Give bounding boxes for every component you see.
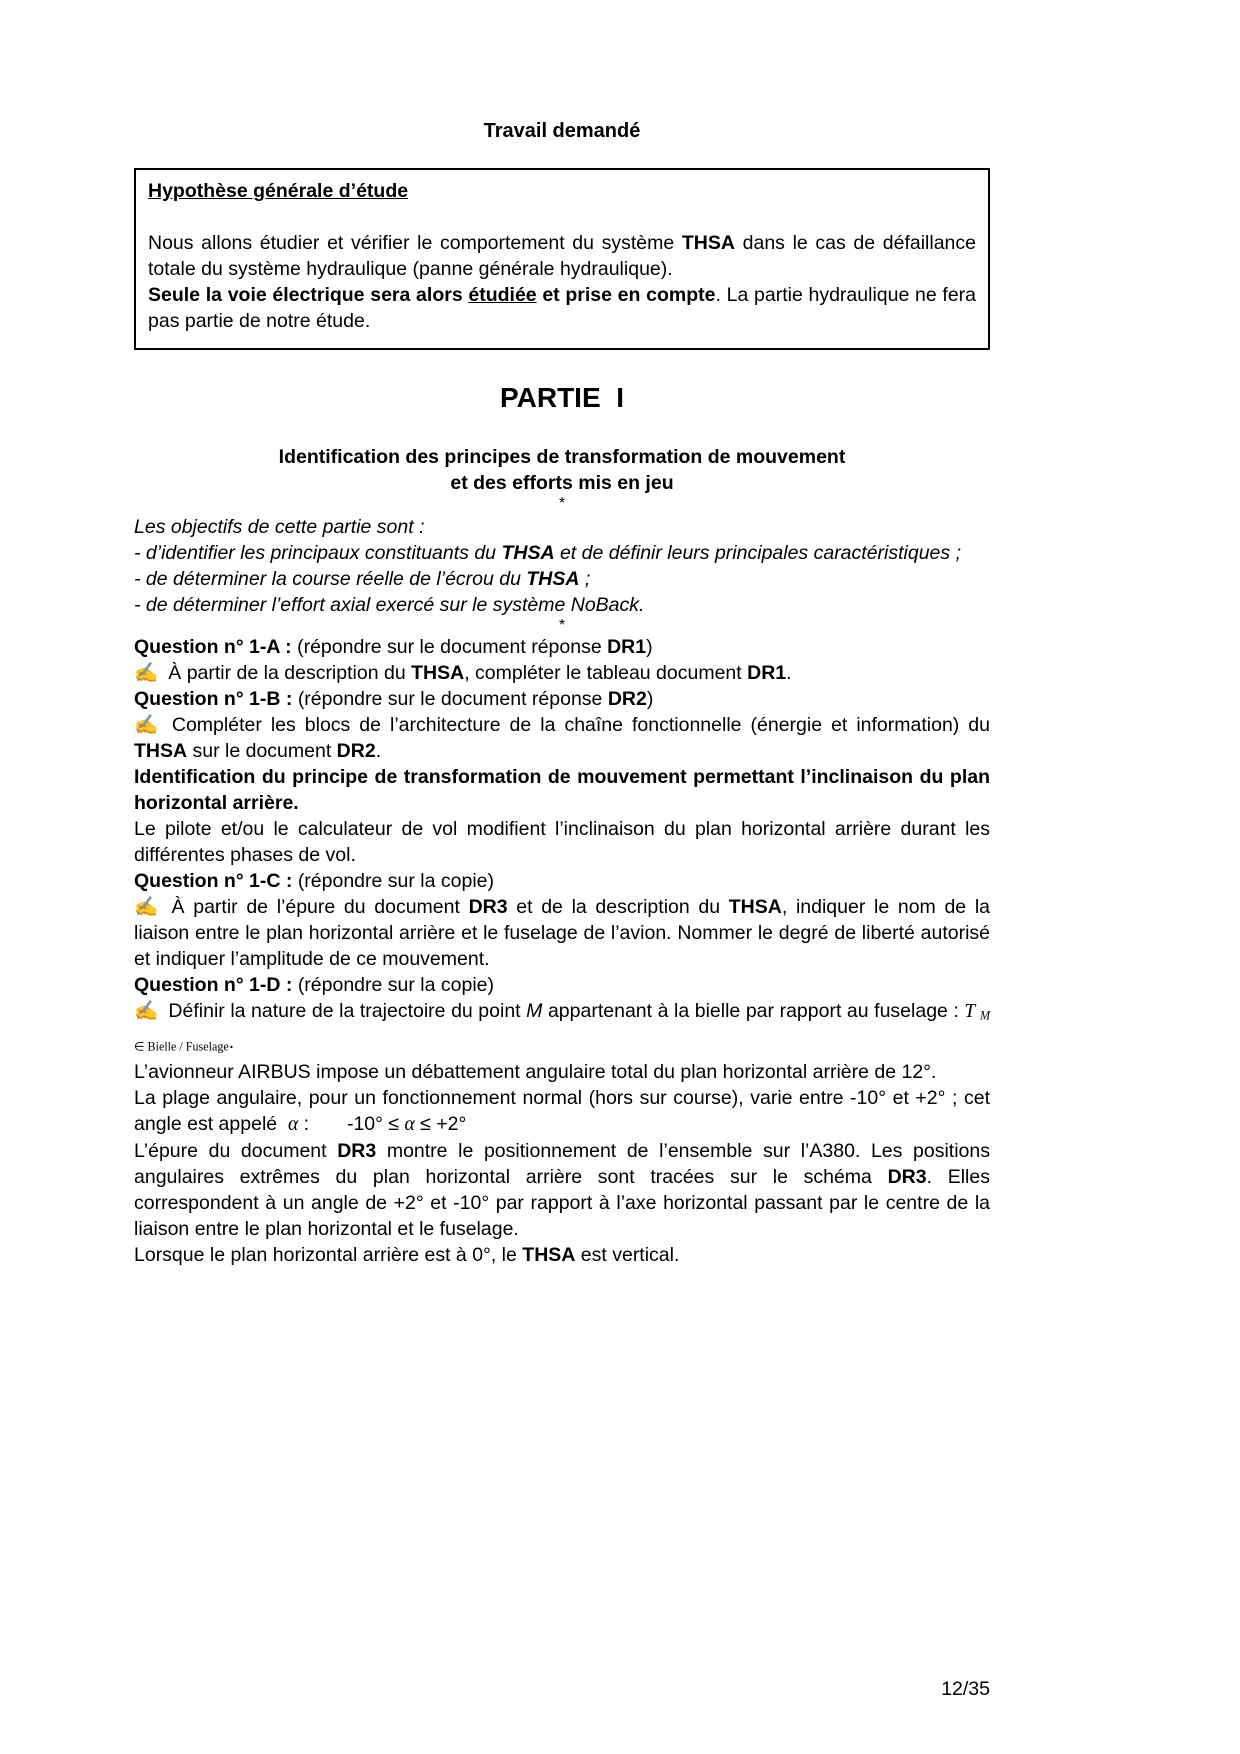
text-segment: DR3: [468, 896, 508, 918]
text-segment: montre le positionnement de l’ensemble sur l’A380. Les positions angulaires extrêmes du plan horizontal arrière sont tracées sur le schéma: [134, 1140, 990, 1189]
text-segment: et de définir leurs principales caractéristiques ;: [554, 542, 961, 564]
text-segment: - de déterminer l’effort axial exercé sur le système NoBack.: [134, 594, 645, 616]
text-segment: Lorsque le plan horizontal arrière est à 0°, le: [134, 1244, 523, 1267]
text-segment: .: [786, 662, 792, 684]
question-1b-text: [134, 714, 990, 762]
text-segment: Le pilote et/ou le calculateur de vol modifient l’inclinaison du plan horizontal arrière durant les différentes phases de vol.: [134, 818, 990, 866]
text-segment: , compléter le tableau document: [464, 662, 748, 684]
text-segment: ): [646, 688, 654, 710]
objectives-intro: [134, 514, 990, 540]
pencil-icon: ✍: [134, 662, 159, 684]
text-segment: Compléter les blocs de l’architecture de la chaîne fonctionnelle (énergie et information) du: [171, 714, 990, 736]
text-segment: Question n° 1-C :: [134, 870, 298, 892]
text-segment: THSA: [526, 568, 580, 590]
pilot-paragraph: [134, 816, 990, 868]
text-segment: Les objectifs de cette partie sont :: [134, 516, 425, 538]
text-segment: M: [979, 1008, 990, 1023]
text-segment: et prise en compte: [536, 284, 716, 306]
epure-paragraph: [134, 1138, 990, 1242]
question-1d-body: [134, 998, 990, 1059]
text-segment: Question n° 1-A :: [134, 636, 298, 658]
objectives-item-3: [134, 592, 990, 618]
text-segment: .: [228, 1030, 235, 1053]
text-segment: THSA: [522, 1244, 576, 1267]
objectives-item-1: [134, 540, 990, 566]
text-segment: . La partie hydraulique ne fera pas partie de notre étude.: [148, 284, 977, 332]
text-segment: (répondre sur le document réponse: [297, 688, 608, 710]
text-segment: (répondre sur le document réponse: [297, 636, 608, 658]
text-segment: et de la description du: [507, 896, 729, 918]
text-segment: , indiquer le nom de la liaison entre le plan horizontal arrière et le fuselage de l’avion. Nommer le degré de liberté autorisé et indiquer l’amplitude de ce mouvement.: [134, 896, 991, 970]
text-segment: ∈ Bielle / Fuselage: [134, 1039, 229, 1054]
question-1a-text: [168, 662, 791, 684]
pencil-icon: ✍: [134, 1000, 159, 1022]
hypothesis-paragraph-1: [148, 230, 976, 282]
text-segment: À partir de la description du: [168, 662, 412, 684]
text-segment: DR3: [887, 1166, 927, 1189]
airbus-paragraph: [134, 1059, 990, 1085]
pencil-icon: ✍: [134, 714, 162, 736]
text-segment: ): [646, 636, 653, 658]
text-segment: DR1: [607, 636, 647, 658]
objectives-item-2: [134, 566, 990, 592]
hypothesis-heading: Hypothèse générale d’étude: [148, 180, 409, 202]
question-1c-text: [134, 896, 990, 970]
page-number: 12/35: [941, 1678, 990, 1700]
question-1c-heading: [134, 868, 990, 894]
text-segment: Question n° 1-B :: [134, 688, 298, 710]
partie-title: PARTIE I: [500, 382, 624, 413]
text-segment: DR3: [337, 1140, 377, 1163]
star-separator-bottom: *: [558, 617, 566, 634]
text-segment: .: [375, 740, 382, 762]
text-segment: - d’identifier les principaux constituants du: [134, 542, 502, 564]
text-segment: dans le cas de défaillance totale du système hydraulique (panne générale hydraulique).: [148, 232, 976, 280]
hypothesis-box: [134, 168, 990, 350]
text-segment: . Elles correspondent à un angle de +2° et -10° par rapport à l’axe horizontal passant par le centre de la liaison entre le plan horizontal et le fuselage.: [134, 1166, 990, 1241]
document-content: [134, 0, 990, 1268]
section-heading: [134, 764, 990, 816]
pencil-icon: ✍: [134, 896, 162, 918]
text-segment: est vertical.: [575, 1244, 680, 1267]
text-segment: DR2: [607, 688, 647, 710]
text-segment: Seule la voie électrique sera alors: [148, 284, 469, 306]
text-segment: appartenant à la bielle par rapport au fuselage :: [542, 1000, 965, 1022]
star-separator-top: *: [558, 495, 566, 512]
text-segment: T: [964, 1001, 980, 1022]
text-segment: (répondre sur la copie): [297, 974, 494, 996]
text-segment: THSA: [728, 896, 782, 918]
hypothesis-paragraph-2: [148, 282, 976, 334]
text-segment: Nous allons étudier et vérifier le comportement du système: [148, 232, 682, 254]
question-1b-heading: [134, 686, 990, 712]
text-segment: ≤ +2°: [414, 1113, 467, 1136]
objectives-block: [134, 514, 990, 618]
doc-title: Travail demandé: [483, 120, 641, 142]
question-1d-heading: [134, 972, 990, 998]
partie-subtitle-line-1: Identification des principes de transformation de mouvement: [278, 446, 846, 468]
text-segment: sur le document: [187, 740, 337, 762]
text-segment: étudiée: [468, 284, 537, 306]
text-segment: α: [404, 1114, 415, 1136]
text-segment: DR1: [747, 662, 787, 684]
text-segment: Question n° 1-D :: [134, 974, 298, 996]
text-segment: - de déterminer la course réelle de l’écrou du: [134, 568, 527, 590]
text-segment: (répondre sur la copie): [297, 870, 494, 892]
text-segment: L’épure du document: [134, 1140, 338, 1163]
text-segment: La plage angulaire, pour un fonctionnement normal (hors sur course), varie entre -10° et +2° ; cet angle est appelé: [134, 1087, 990, 1136]
text-segment: THSA: [501, 542, 555, 564]
question-1c-body: [134, 894, 990, 972]
text-segment: ;: [579, 568, 591, 590]
text-segment: À partir de l’épure du document: [171, 896, 469, 918]
question-1a-heading: [134, 634, 990, 660]
text-segment: L’avionneur AIRBUS impose un débattement angulaire total du plan horizontal arrière de 12°.: [134, 1061, 937, 1084]
text-segment: THSA: [134, 740, 188, 762]
question-1b-body: [134, 712, 990, 764]
text-segment: THSA: [411, 662, 465, 684]
vertical-paragraph: [134, 1242, 990, 1268]
text-segment: Identification du principe de transformation de mouvement permettant l’inclinaison du plan horizontal arrière.: [134, 766, 990, 814]
text-segment: : -10° ≤: [298, 1113, 405, 1136]
question-1a-body: [134, 660, 990, 686]
angular-range-paragraph: [134, 1085, 990, 1138]
text-segment: DR2: [336, 740, 376, 762]
text-segment: α: [287, 1114, 299, 1136]
question-1d-text: [134, 1000, 990, 1053]
partie-subtitle-line-2: et des efforts mis en jeu: [450, 472, 674, 494]
text-segment: M: [526, 1000, 543, 1022]
text-segment: THSA: [681, 232, 735, 254]
text-segment: Définir la nature de la trajectoire du point: [168, 1000, 527, 1022]
